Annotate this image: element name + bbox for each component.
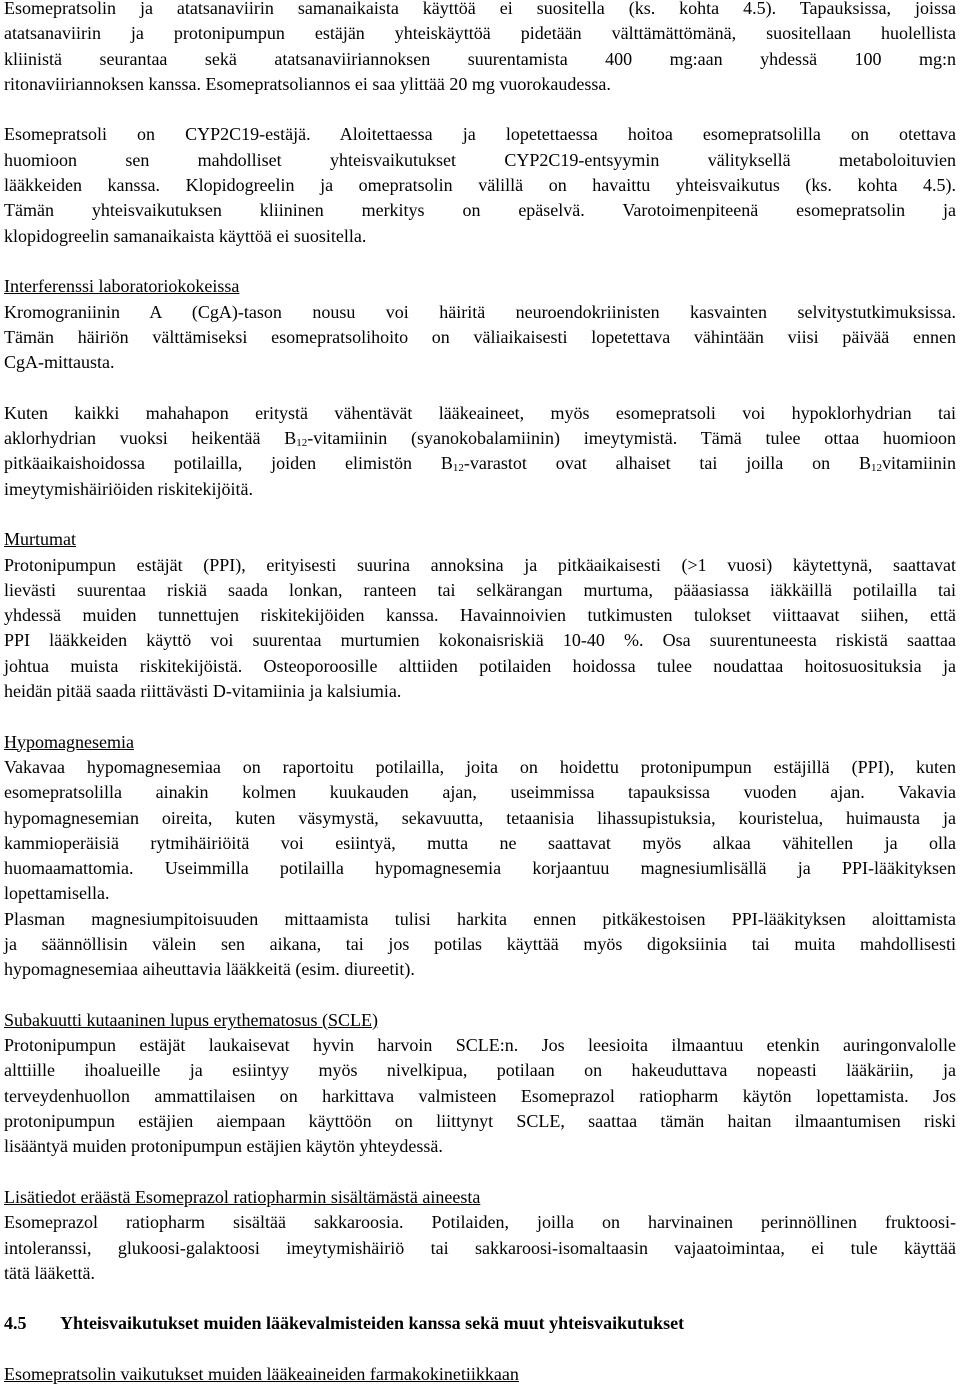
text-line: Kuten kaikki mahahapon eritystä vähentävät lääkeaineet, myös esomepratsoli voi hypoklorhydrian tai bbox=[4, 402, 956, 423]
section-heading: Lisätiedot eräästä Esomeprazol ratiopharmin sisältämästä aineesta bbox=[4, 1186, 481, 1207]
interference-section bbox=[4, 274, 956, 375]
text-line: Tämän yhteisvaikutuksen kliininen merkitys on epäselvä. Varotoimenpiteenä esomepratsolin ja bbox=[4, 200, 956, 221]
text-line: Kromograniinin A (CgA)-tason nousu voi häiritä neuroendokriinisten kasvainten selvitystutkimuksissa. bbox=[4, 301, 956, 322]
section-heading: Murtumat bbox=[4, 529, 76, 550]
section-heading: Interferenssi laboratoriokokeissa bbox=[4, 276, 240, 297]
text-line: lopettamisella. bbox=[4, 883, 110, 904]
text-line: ja säännöllisin välein sen aikana, tai jos potilas käyttää myös digoksiinia tai muita mahdollisesti bbox=[4, 933, 956, 954]
subsection-heading: Esomepratsolin vaikutukset muiden lääkeaineiden farmakokinetiikkaan bbox=[4, 1364, 519, 1385]
text-line: kliinistä seurantaa sekä atatsanaviiriannoksen suurentamista 400 mg:aan yhdessä 100 mg:n bbox=[4, 48, 956, 69]
text-line: Vakavaa hypomagnesemiaa on raportoitu potilailla, joita on hoidettu protonipumpun estäjillä (PPI), kuten bbox=[4, 756, 956, 777]
intro-paragraph bbox=[4, 0, 956, 97]
excipient-section bbox=[4, 1185, 956, 1286]
section-title bbox=[4, 1311, 956, 1336]
text-line: yhdessä muiden tunnettujen riskitekijöiden kanssa. Havainnoivien tutkimusten tulokset viittaavat siihen, että bbox=[4, 605, 956, 626]
text-fragment: pitkäaikaishoidossa potilailla, joiden elimistön B bbox=[4, 453, 453, 474]
text-line: alttiille ihoalueille ja esiintyy myös nivelkipua, potilaan on hakeuduttava nopeasti lääkäriin, ja bbox=[4, 1060, 956, 1081]
text-line: huomaamattomia. Useimmilla potilailla hypomagnesemia korjaantuu magnesiumlisällä ja PPI-lääkityksen bbox=[4, 858, 956, 879]
text-line: atatsanaviirin ja protonipumpun estäjän yhteiskäyttöä pidetään välttämättömänä, suositellaan huolellista bbox=[4, 23, 956, 44]
text-line: Plasman magnesiumpitoisuuden mittaamista tulisi harkita ennen pitkäkestoisen PPI-lääkityksen aloittamista bbox=[4, 908, 956, 929]
text-line: ritonaviiriannoksen kanssa. Esomepratsoliannos ei saa ylittää 20 mg vuorokaudessa. bbox=[4, 73, 611, 94]
scle-section bbox=[4, 1008, 956, 1160]
text-line: imeytymishäiriöiden riskitekijöitä. bbox=[4, 478, 253, 499]
hypomagnesemia-section bbox=[4, 730, 956, 983]
section-heading: Subakuutti kutaaninen lupus erythematosus (SCLE) bbox=[4, 1009, 378, 1030]
text-line: lääkkeiden kanssa. Klopidogreelin ja omepratsolin välillä on havaittu yhteisvaikutus (ks. kohta 4.5). bbox=[4, 175, 956, 196]
text-line: Tämän häiriön välttämiseksi esomepratsolihoito on väliaikaisesti lopetettava vähintään viisi päivää ennen bbox=[4, 326, 956, 347]
text-fragment: aklorhydrian vuoksi heikentää B bbox=[4, 428, 297, 449]
text-line: lievästi suurentaa riskiä saada lonkan, ranteen tai selkärangan murtuma, pääasiassa iäkkäillä potilailla tai bbox=[4, 579, 956, 600]
text-line bbox=[4, 426, 956, 451]
text-fragment: -vitamiinin (syanokobalamiinin) imeytymistä. Tämä tulee ottaa huomioon bbox=[307, 428, 956, 449]
text-line: hypomagnesemiaa aiheuttavia lääkkeitä (esim. diureetit). bbox=[4, 959, 415, 980]
text-line: lisääntyä muiden protonipumpun estäjien käytön yhteydessä. bbox=[4, 1136, 443, 1157]
document-page bbox=[4, 0, 956, 1387]
text-line: Esomepratsolin ja atatsanaviirin samanaikaista käyttöä ei suositella (ks. kohta 4.5). Tapauksissa, joissa bbox=[4, 0, 956, 18]
fractures-section bbox=[4, 527, 956, 704]
b12-paragraph bbox=[4, 401, 956, 502]
text-line: esomepratsolilla ainakin kolmen kuukauden ajan, useimmissa tapauksissa vuoden ajan. Vakavia bbox=[4, 782, 956, 803]
text-line: johtua muista riskitekijöistä. Osteoporoosille alttiiden potilaiden hoidossa tulee noudattaa hoitosuosituksia ja bbox=[4, 655, 956, 676]
text-line: CgA-mittausta. bbox=[4, 352, 115, 373]
text-line: terveydenhuollon ammattilaisen on harkittava valmisteen Esomeprazol ratiopharm käytön lopettamista. Jos bbox=[4, 1085, 956, 1106]
text-line: intoleranssi, glukoosi-galaktoosi imeytymishäiriö tai sakkaroosi-isomaltaasin vajaatoimintaa, ei tule käyttää bbox=[4, 1237, 956, 1258]
text-line: Esomeprazol ratiopharm sisältää sakkaroosia. Potilaiden, joilla on harvinainen perinnöllinen fruktoosi- bbox=[4, 1212, 956, 1233]
text-line: Esomepratsoli on CYP2C19-estäjä. Aloitettaessa ja lopetettaessa hoitoa esomepratsolilla on otettava bbox=[4, 124, 956, 145]
text-fragment: -varastot ovat alhaiset tai joilla on B bbox=[463, 453, 871, 474]
cyp2c19-paragraph bbox=[4, 122, 956, 248]
text-line: PPI lääkkeiden käyttö voi suurentaa murtumien kokonaisriskiä 10-40 %. Osa suurentuneesta riskistä saattaa bbox=[4, 630, 956, 651]
subscript: 12 bbox=[871, 462, 882, 475]
section-title-text: Yhteisvaikutukset muiden lääkevalmisteiden kanssa sekä muut yhteisvaikutukset bbox=[60, 1313, 685, 1334]
section-number: 4.5 bbox=[4, 1313, 27, 1334]
text-line: Protonipumpun estäjät laukaisevat hyvin harvoin SCLE:n. Jos leesioita ilmaantuu etenkin auringonvalolle bbox=[4, 1035, 956, 1056]
text-line: hypomagnesemian oireita, kuten väsymystä, sekavuutta, tetaanisia lihassupistuksia, kouristelua, huimausta ja bbox=[4, 807, 956, 828]
subscript: 12 bbox=[296, 437, 308, 450]
text-line: kammioperäisiä rytmihäiriöitä voi esiintyä, mutta ne saattavat myös alkaa vähitellen ja olla bbox=[4, 832, 956, 853]
text-line: klopidogreelin samanaikaista käyttöä ei suositella. bbox=[4, 225, 367, 246]
text-line: protonipumpun estäjien aiempaan käyttöön on liittynyt SCLE, saattaa tämän haitan ilmaantumisen riski bbox=[4, 1111, 956, 1132]
section-4-5 bbox=[4, 1311, 956, 1387]
text-line: tätä lääkettä. bbox=[4, 1262, 95, 1283]
text-fragment: vitamiinin bbox=[882, 453, 956, 474]
text-line: Protonipumpun estäjät (PPI), erityisesti suurina annoksina ja pitkäaikaisesti (>1 vuosi) käytettynä, saattavat bbox=[4, 554, 956, 575]
subscript: 12 bbox=[452, 462, 464, 475]
text-line: huomioon sen mahdolliset yhteisvaikutukset CYP2C19-entsyymin välityksellä metaboloituvien bbox=[4, 149, 956, 170]
section-heading: Hypomagnesemia bbox=[4, 731, 134, 752]
text-line: heidän pitää saada riittävästi D-vitamiinia ja kalsiumia. bbox=[4, 681, 402, 702]
text-line bbox=[4, 451, 956, 476]
